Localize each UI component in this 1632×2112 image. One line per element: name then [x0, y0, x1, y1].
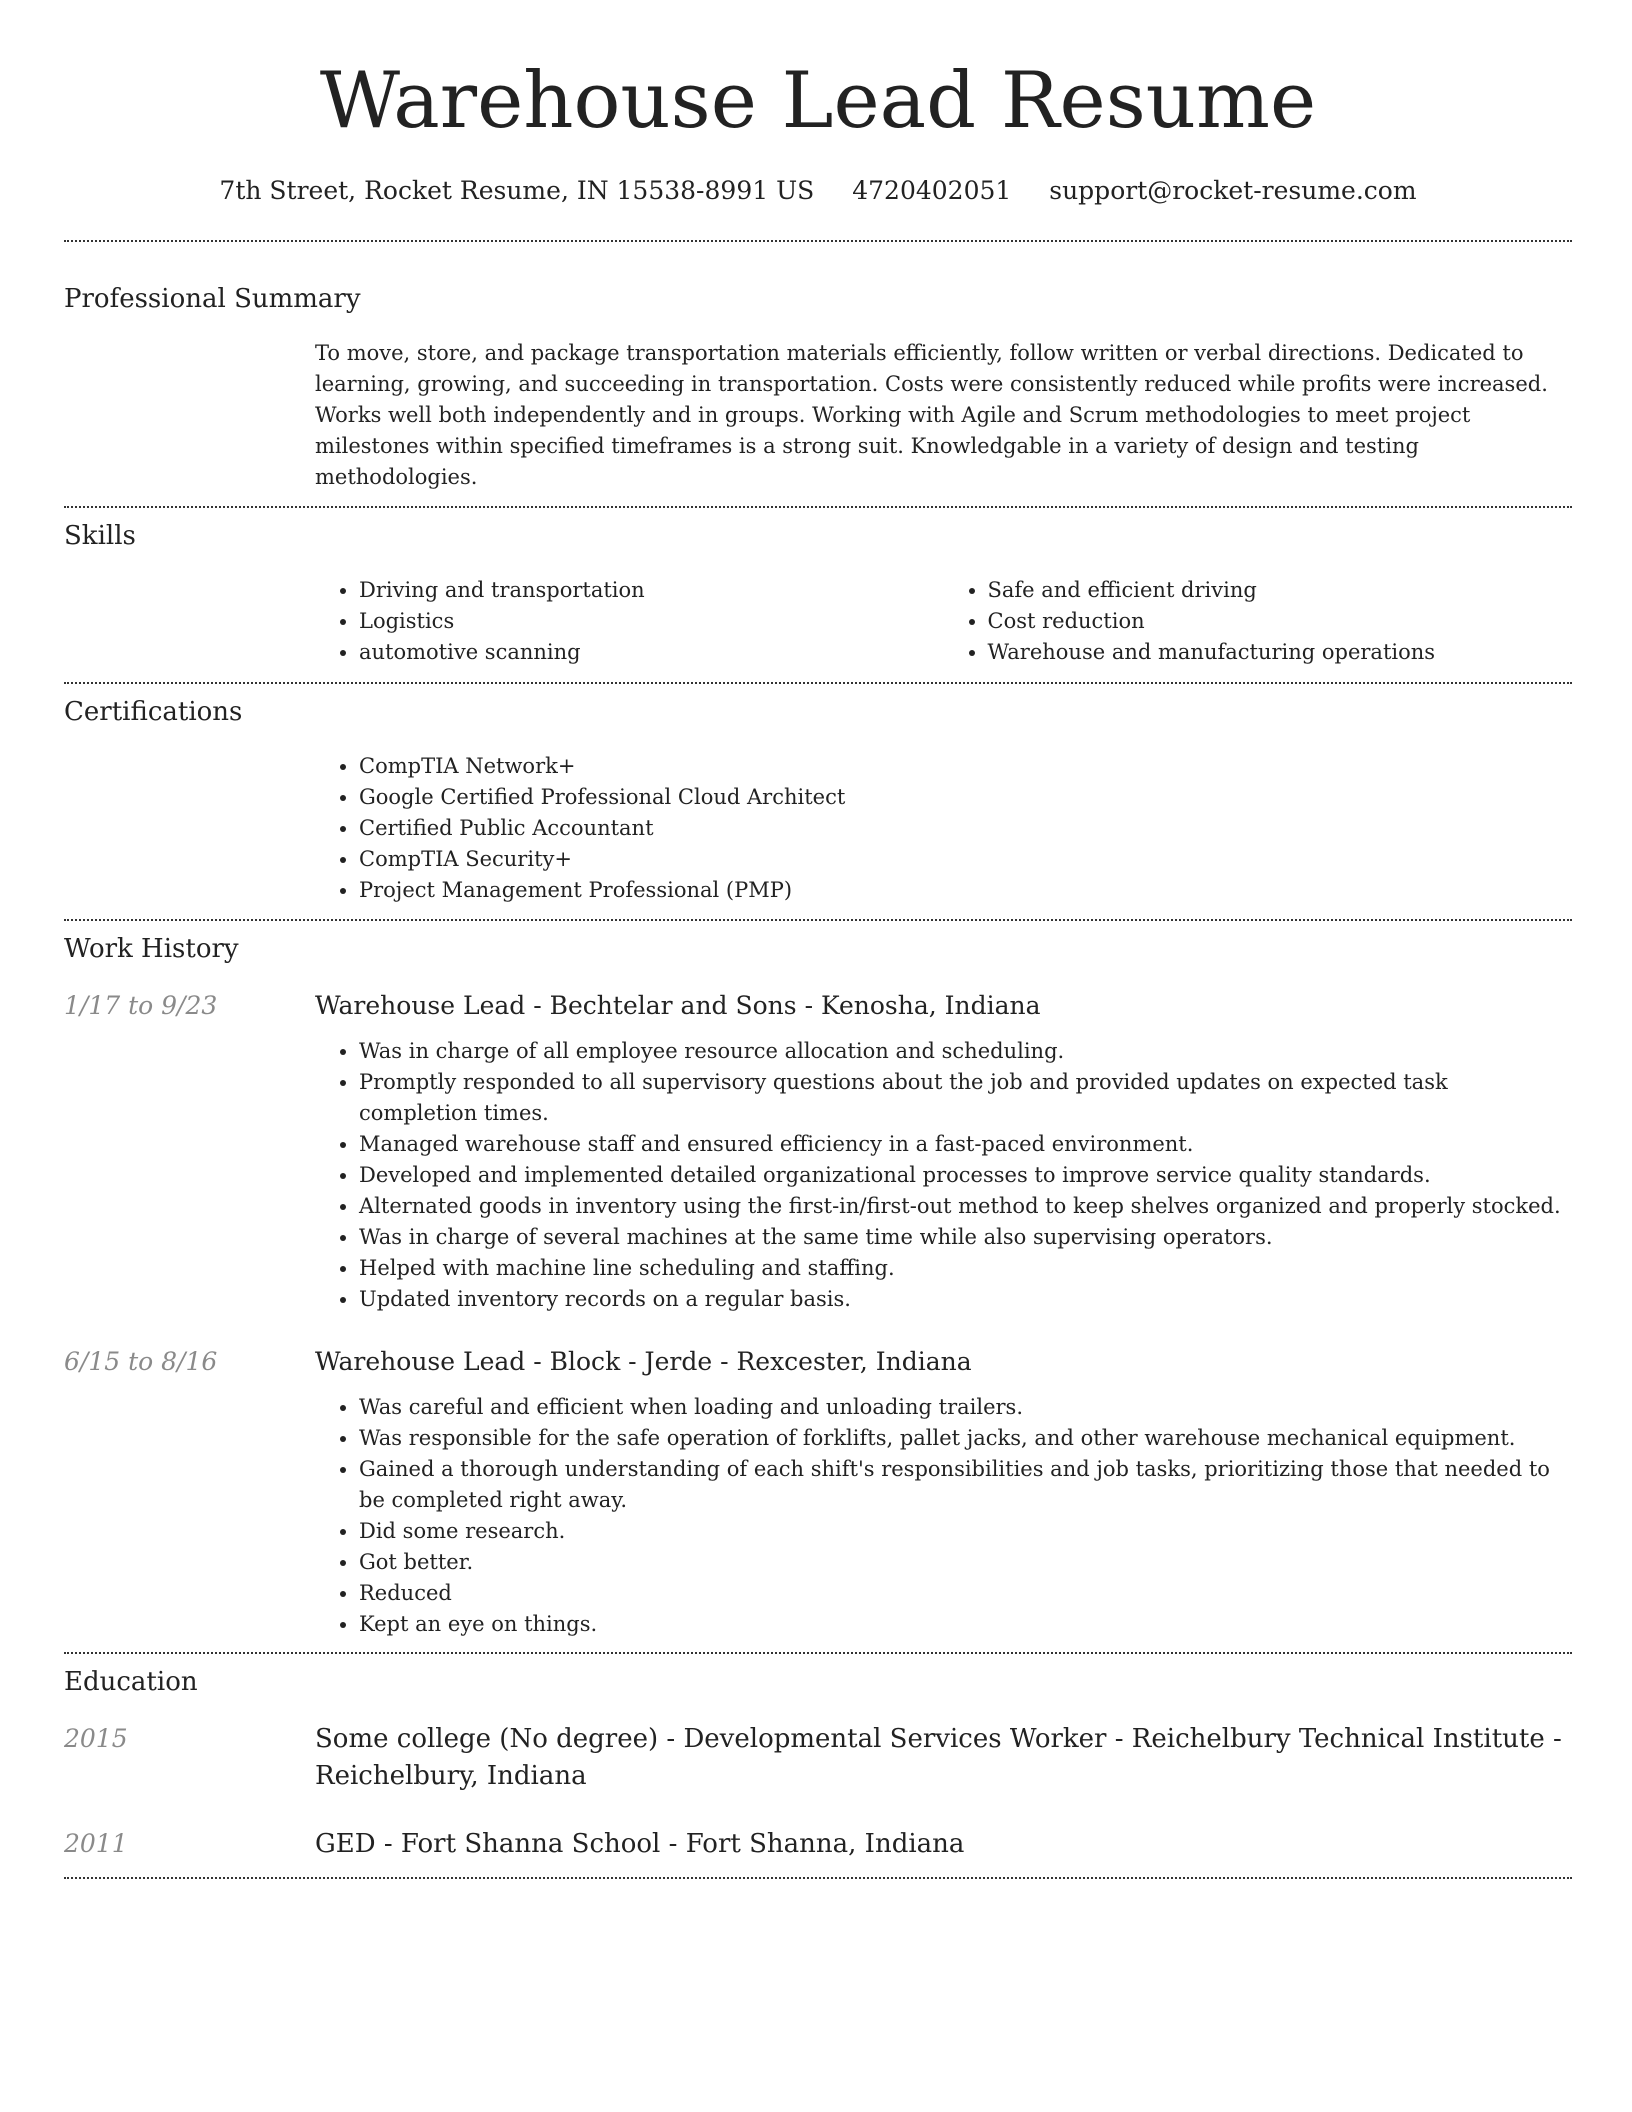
skills-list-left	[315, 575, 944, 668]
summary-content	[315, 338, 1572, 493]
education-year: 2015	[64, 1724, 128, 1753]
section-title-education: Education	[64, 1667, 198, 1697]
section-title-work-history: Work History	[64, 934, 239, 964]
job-entry	[64, 988, 1572, 1315]
skills-list-right	[944, 575, 1573, 668]
certifications-list	[315, 751, 1572, 906]
job-bullet: • Was careful and efficient when loading and unloading trailers.	[359, 1392, 1572, 1423]
contact-email: support@rocket-resume.com	[1049, 176, 1417, 205]
job-bullet: • Was responsible for the safe operation of forklifts, pallet jacks, and other warehouse mechanical equipment.	[359, 1423, 1572, 1454]
education-year: 2011	[64, 1829, 128, 1858]
job-bullet: • Managed warehouse staff and ensured efficiency in a fast-paced environment.	[359, 1129, 1572, 1160]
skills-section	[64, 508, 1572, 682]
section-title-summary: Professional Summary	[64, 284, 361, 314]
section-title-certifications: Certifications	[64, 697, 243, 727]
education-entry	[64, 1826, 1572, 1863]
skill-item: • Driving and transportation	[359, 575, 944, 606]
contact-address: 7th Street, Rocket Resume, IN 15538-8991 US	[219, 176, 815, 205]
job-title: Warehouse Lead - Bechtelar and Sons - Kenosha, Indiana	[315, 991, 1041, 1020]
certification-item: • Certified Public Accountant	[359, 813, 1572, 844]
job-dates: 1/17 to 9/23	[64, 991, 218, 1020]
job-bullet: • Did some research.	[359, 1516, 1572, 1547]
skill-item: • Safe and efficient driving	[988, 575, 1573, 606]
job-entry	[64, 1344, 1572, 1640]
job-bullet: • Developed and implemented detailed organizational processes to improve service quality standards.	[359, 1160, 1572, 1191]
job-bullet: • Kept an eye on things.	[359, 1609, 1572, 1640]
skills-grid	[315, 575, 1572, 668]
job-details	[315, 1344, 1572, 1640]
job-bullet: • Was in charge of several machines at the same time while also supervising operators.	[359, 1222, 1572, 1253]
resume-page	[64, 0, 1572, 1879]
certification-item: • Google Certified Professional Cloud Architect	[359, 782, 1572, 813]
section-title-skills: Skills	[64, 521, 136, 551]
certifications-section	[64, 684, 1572, 919]
skill-item: • Cost reduction	[988, 606, 1573, 637]
job-title: Warehouse Lead - Block - Jerde - Rexcester, Indiana	[315, 1347, 972, 1376]
job-bullet: • Gained a thorough understanding of each shift's responsibilities and job tasks, prioritizing those that needed to be completed right away.	[359, 1454, 1572, 1516]
skill-item: • automotive scanning	[359, 637, 944, 668]
job-bullet: • Got better.	[359, 1547, 1572, 1578]
job-bullet: • Alternated goods in inventory using the first-in/first-out method to keep shelves organized and properly stocked.	[359, 1191, 1572, 1222]
job-bullets	[315, 1392, 1572, 1640]
skill-item: • Warehouse and manufacturing operations	[988, 637, 1573, 668]
job-bullet: • Updated inventory records on a regular basis.	[359, 1284, 1572, 1315]
job-bullet: • Was in charge of all employee resource allocation and scheduling.	[359, 1036, 1572, 1067]
job-details	[315, 988, 1572, 1315]
certification-item: • Project Management Professional (PMP)	[359, 875, 1572, 906]
job-bullet: • Promptly responded to all supervisory questions about the job and provided updates on expected task completion times.	[359, 1067, 1572, 1129]
education-text: GED - Fort Shanna School - Fort Shanna, Indiana	[315, 1829, 965, 1859]
education-entry	[64, 1721, 1572, 1795]
education-section	[64, 1654, 1572, 1877]
divider	[64, 1877, 1572, 1879]
job-bullet: • Reduced	[359, 1578, 1572, 1609]
education-details	[315, 1721, 1572, 1795]
job-bullets	[315, 1036, 1572, 1315]
certifications-content	[315, 751, 1572, 906]
summary-section	[64, 242, 1572, 506]
certification-item: • CompTIA Security+	[359, 844, 1572, 875]
skill-item: • Logistics	[359, 606, 944, 637]
contact-phone: 4720402051	[852, 176, 1012, 205]
work-history-section	[64, 921, 1572, 1652]
contact-line	[64, 174, 1572, 208]
resume-title: Warehouse Lead Resume	[319, 56, 1317, 146]
summary-text: To move, store, and package transportation materials efficiently, follow written or verbal directions. Dedicated to learning, growing, and succeeding in transportation. Costs were consistently reduced while profits were increased. Works well both independently and in groups. Working with Agile and Scrum methodologies to meet project milestones within specified timeframes is a strong suit. Knowledgable in a variety of design and testing methodologies.	[315, 341, 1548, 489]
education-text: Some college (No degree) - Developmental Services Worker - Reichelbury Technical Institute - Reichelbury, Indiana	[315, 1724, 1562, 1791]
job-dates: 6/15 to 8/16	[64, 1347, 218, 1376]
education-details	[315, 1826, 1572, 1863]
job-bullet: • Helped with machine line scheduling and staffing.	[359, 1253, 1572, 1284]
certification-item: • CompTIA Network+	[359, 751, 1572, 782]
